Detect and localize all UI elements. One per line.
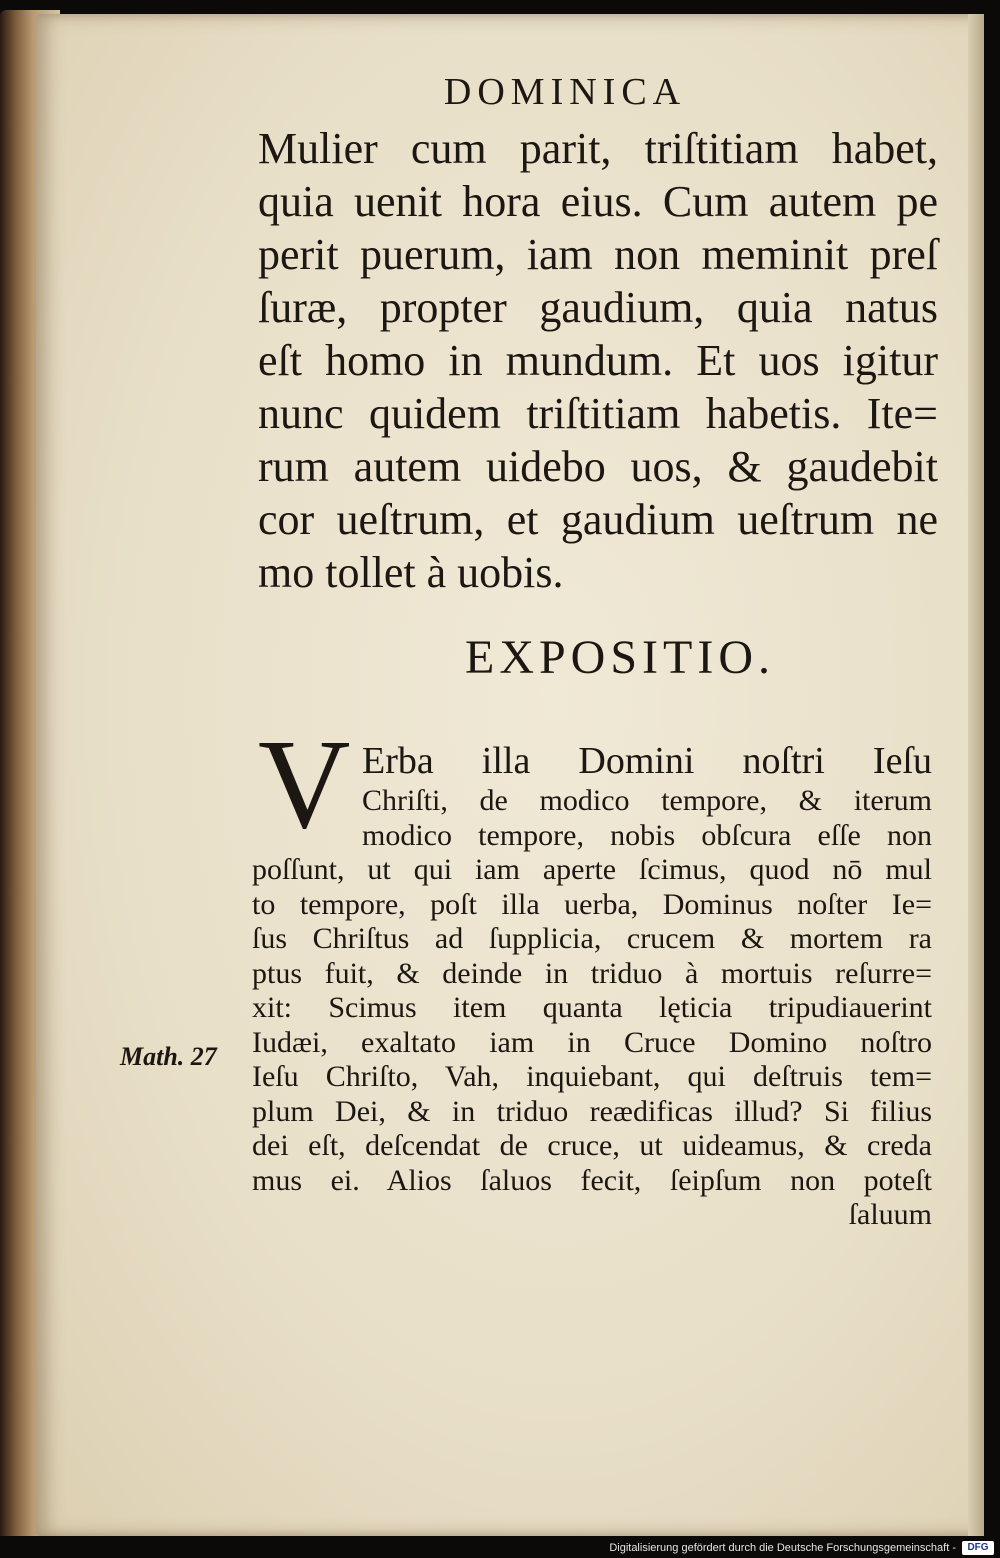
exposition-line: dei eſt, deſcendat de cruce, ut uideamus, & creda: [252, 1129, 932, 1162]
gospel-line: rum autem uidebo uos, & gaudebit: [258, 442, 938, 491]
gospel-line: quia uenit hora eius. Cum autem pe: [258, 177, 938, 226]
dfg-logo: DFG: [962, 1541, 994, 1555]
exposition-line: Ieſu Chriſto, Vah, inquiebant, qui deſtruis tem=: [252, 1060, 932, 1093]
exposition-line: to tempore, poſt illa uerba, Dominus noſter Ie=: [252, 887, 932, 921]
exposition-line: xit: Scimus item quanta lęticia tripudiauerint: [252, 991, 932, 1024]
gospel-line: ſuræ, propter gaudium, quia natus: [258, 283, 938, 332]
gospel-line: eſt homo in mundum. Et uos igitur: [258, 336, 938, 385]
exposition-line: mus ei. Alios ſaluos fecit, ſeipſum non poteſt: [252, 1163, 932, 1197]
exposition-line: Chriſti, de modico tempore, & iterum: [362, 784, 932, 817]
gospel-line: perit puerum, iam non meminit preſ: [258, 230, 938, 279]
gospel-line: nunc quidem triſtitiam habetis. Ite=: [258, 389, 938, 438]
catchword: ſaluum: [848, 1198, 932, 1231]
exposition-line: Iudæi, exaltato iam in Cruce Domino noſtro: [252, 1025, 932, 1059]
exposition-line: plum Dei, & in triduo reædificas illud? Si filius: [252, 1094, 932, 1128]
exposition-text: [252, 738, 932, 1233]
exposition-line: Erba illa Domini noſtri Ieſu: [362, 740, 932, 782]
gospel-line: cor ueſtrum, et gaudium ueſtrum ne: [258, 495, 938, 544]
gospel-text: [258, 122, 938, 599]
exposition-line: poſſunt, ut qui iam aperte ſcimus, quod nō mul: [252, 853, 932, 886]
marginal-note: Math. 27: [120, 1042, 217, 1071]
drop-cap-initial: V: [258, 713, 351, 855]
running-head: DOMINICA: [443, 71, 687, 113]
gospel-line: Mulier cum parit, triſtitiam habet,: [258, 124, 938, 173]
footer-credit: Digitalisierung gefördert durch die Deutsche Forschungsgemeinschaft -: [609, 1542, 956, 1554]
page-right-edge: [968, 14, 984, 1536]
gospel-line: mo tollet à uobis.: [258, 548, 564, 597]
exposition-line: modico tempore, nobis obſcura eſſe non: [362, 818, 932, 852]
section-heading: EXPOSITIO.: [465, 631, 775, 684]
exposition-line: ptus fuit, & deinde in triduo à mortuis reſurre=: [252, 956, 932, 990]
exposition-line: ſus Chriſtus ad ſupplicia, crucem & mortem ra: [252, 922, 932, 955]
